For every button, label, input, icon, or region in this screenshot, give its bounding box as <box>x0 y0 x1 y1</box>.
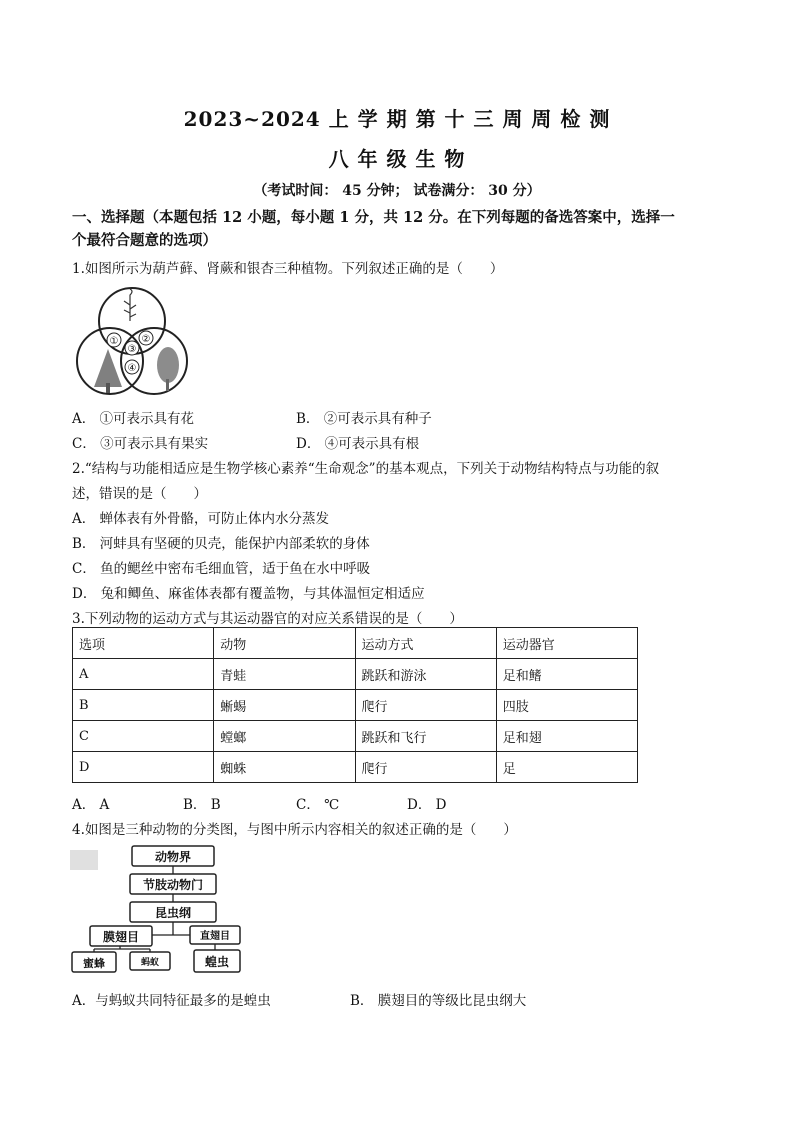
q2-option-a[interactable]: A． 蝉体表有外骨骼，可防止体内水分蒸发 <box>72 511 330 527</box>
venn-label-4: ④ <box>127 363 137 374</box>
table-header-cell: 选项 <box>73 628 214 659</box>
question-1-stem: 1.如图所示为葫芦藓、肾蕨和银杏三种植物。下列叙述正确的是（ ） <box>72 261 504 277</box>
q3-option-c[interactable]: C． ℃ <box>296 797 340 813</box>
table-cell: D <box>73 752 214 783</box>
table-header-cell: 运动方式 <box>355 628 496 659</box>
table-cell: 足和鳍 <box>496 659 637 690</box>
blurred-mark <box>70 850 98 870</box>
venn-label-1: ① <box>109 336 119 347</box>
section-heading <box>72 206 732 252</box>
q3-option-a[interactable]: A． A <box>72 797 110 813</box>
table-cell: B <box>73 690 214 721</box>
label-species-right: 蝗虫 <box>204 955 230 969</box>
exam-info: （考试时间： 45 分钟； 试卷满分： 30 分） <box>253 183 541 199</box>
question-3-stem: 3.下列动物的运动方式与其运动器官的对应关系错误的是（ ） <box>72 611 463 627</box>
q1-option-a[interactable]: A． ①可表示具有花 <box>72 411 195 427</box>
venn-label-2: ② <box>141 334 151 345</box>
q1-option-d[interactable]: D． ④可表示具有根 <box>296 436 420 452</box>
table-row <box>73 752 638 783</box>
q4-option-b[interactable]: B． 膜翅目的等级比昆虫纲大 <box>350 993 527 1009</box>
table-row <box>73 690 638 721</box>
label-species-left1: 蜜蜂 <box>83 957 105 970</box>
venn-diagram <box>72 283 192 399</box>
label-class: 昆虫纲 <box>154 906 192 920</box>
table-header-row <box>73 628 638 659</box>
table-header-cell: 运动器官 <box>496 628 637 659</box>
table-cell: 四肢 <box>496 690 637 721</box>
q4-option-a[interactable]: A．与蚂蚁共同特征最多的是蝗虫 <box>72 993 271 1009</box>
table-row <box>73 721 638 752</box>
table-cell: 跳跃和游泳 <box>355 659 496 690</box>
q3-option-d[interactable]: D． D <box>407 797 447 813</box>
table-row <box>73 659 638 690</box>
table-cell: 跳跃和飞行 <box>355 721 496 752</box>
label-kingdom: 动物界 <box>154 850 192 864</box>
table-header-cell: 动物 <box>214 628 355 659</box>
subject-title: 八 年 级 生 物 <box>328 147 466 171</box>
q3-option-b[interactable]: B． B <box>183 797 221 813</box>
q3-table <box>72 627 638 783</box>
table-cell: 爬行 <box>355 690 496 721</box>
table-cell: 蜥蜴 <box>214 690 355 721</box>
table-cell: 足和翅 <box>496 721 637 752</box>
table-cell: 螳螂 <box>214 721 355 752</box>
question-2-stem-line1: 2.“结构与功能相适应是生物学核心素养“生命观念”的基本观点，下列关于动物结构特点与功能的叙 <box>72 461 660 477</box>
venn-label-3: ③ <box>127 344 137 355</box>
table-cell: C <box>73 721 214 752</box>
question-4-stem: 4.如图是三种动物的分类图，与图中所示内容相关的叙述正确的是（ ） <box>72 822 517 838</box>
label-order-left: 膜翅目 <box>102 930 140 944</box>
section-heading-line1: 一、选择题（本题包括 12 小题，每小题 1 分，共 12 分。在下列每题的备选答案中，选择一 <box>72 209 675 226</box>
label-species-left2: 蚂蚁 <box>140 958 160 968</box>
table-cell: A <box>73 659 214 690</box>
classification-diagram <box>70 842 245 977</box>
label-order-right: 直翅目 <box>200 931 230 942</box>
q2-option-d[interactable]: D． 兔和鲫鱼、麻雀体表都有覆盖物，与其体温恒定相适应 <box>72 586 425 602</box>
exam-title: 2023~2024 上 学 期 第 十 三 周 周 检 测 <box>183 107 611 131</box>
q2-option-c[interactable]: C． 鱼的鳃丝中密布毛细血管，适于鱼在水中呼吸 <box>72 561 371 577</box>
question-2-stem-line2: 述，错误的是（ ） <box>72 486 207 502</box>
table-cell: 爬行 <box>355 752 496 783</box>
table-cell: 青蛙 <box>214 659 355 690</box>
q1-option-c[interactable]: C． ③可表示具有果实 <box>72 436 209 452</box>
label-phylum: 节肢动物门 <box>142 878 204 892</box>
section-heading-line2: 个最符合题意的选项） <box>72 232 217 249</box>
q2-option-b[interactable]: B． 河蚌具有坚硬的贝壳，能保护内部柔软的身体 <box>72 536 370 552</box>
table-cell: 蜘蛛 <box>214 752 355 783</box>
q1-option-b[interactable]: B． ②可表示具有种子 <box>296 411 432 427</box>
table-cell: 足 <box>496 752 637 783</box>
